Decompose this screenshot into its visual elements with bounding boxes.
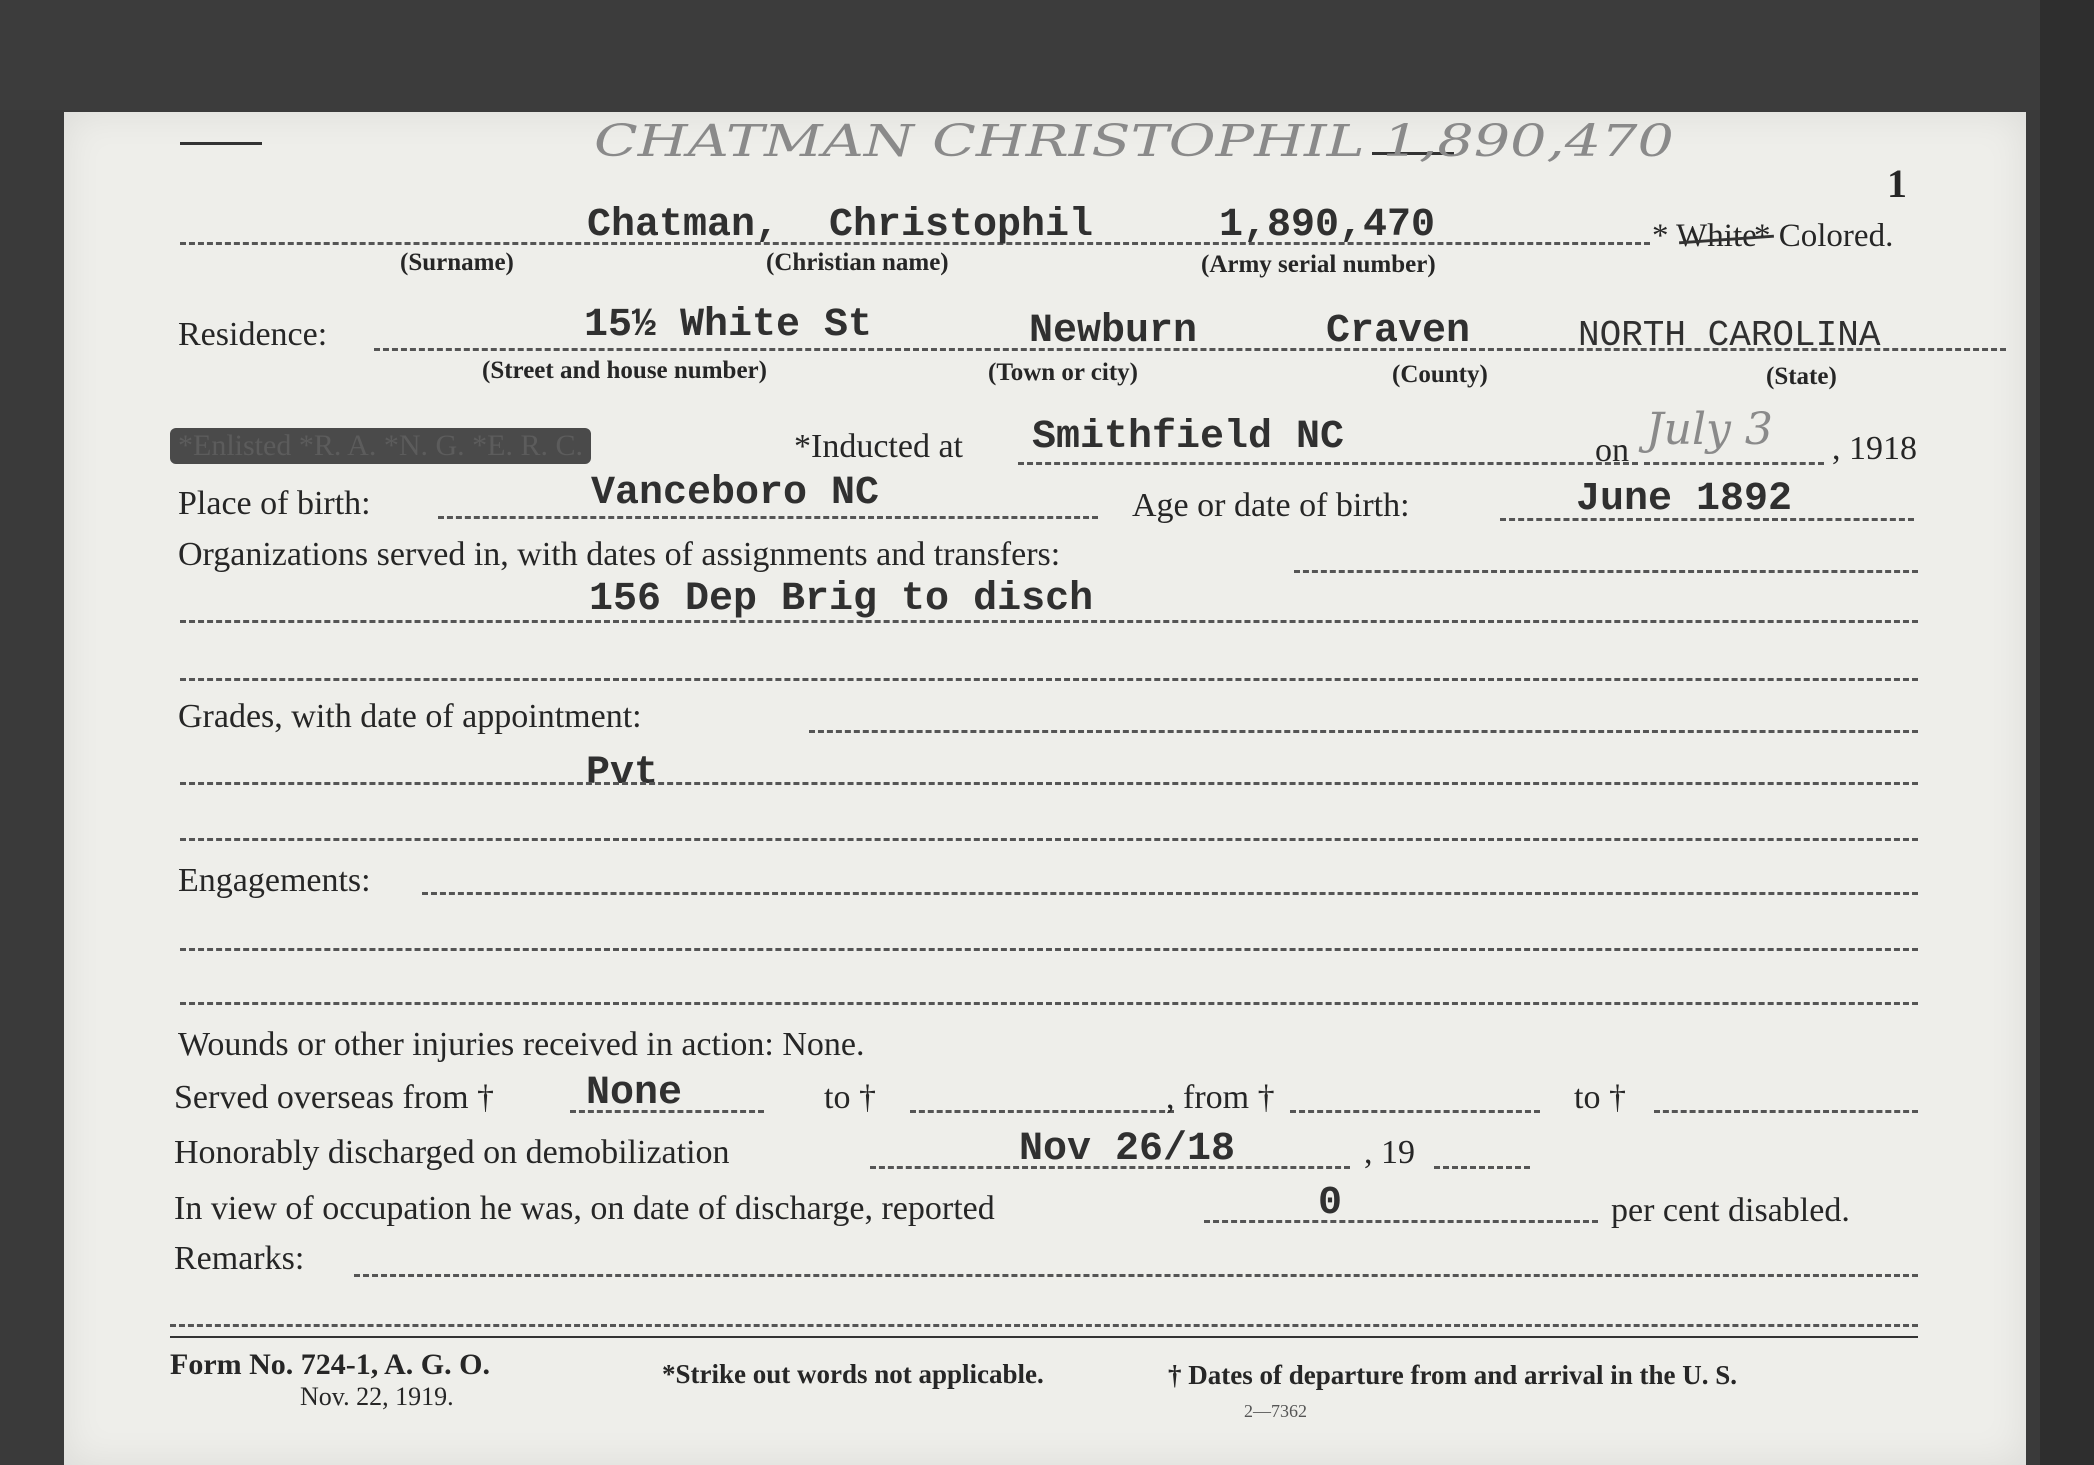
grades-line-2 (180, 782, 1918, 785)
state-label: (State) (1766, 363, 1837, 390)
date-line (1644, 462, 1824, 465)
engagements-line (422, 892, 1918, 895)
overseas-to-label: to † (824, 1079, 876, 1116)
remarks-line (354, 1274, 1918, 1277)
place-of-birth-line (438, 516, 1098, 519)
overseas-to2-line (1654, 1110, 1918, 1113)
surname-label: (Surname) (400, 249, 514, 276)
county-label: (County) (1392, 361, 1488, 388)
overseas-to-line (910, 1110, 1174, 1113)
surname-value: Chatman, (587, 203, 780, 248)
dates-note: † Dates of departure from and arrival in the U. S. (1168, 1360, 1737, 1390)
corner-rule (180, 142, 262, 145)
induction-year: , 1918 (1832, 430, 1917, 467)
overseas-from2-line (1290, 1110, 1540, 1113)
scanner-background-edge (2040, 0, 2094, 1465)
disability-suffix: per cent disabled. (1611, 1192, 1850, 1229)
place-of-birth-value: Vanceboro NC (591, 471, 880, 516)
disability-label: In view of occupation he was, on date of discharge, reported (174, 1190, 995, 1227)
engagements-line-3 (180, 1002, 1918, 1005)
overseas-from-value: None (586, 1071, 683, 1116)
serial-number-value: 1,890,470 (1219, 203, 1436, 248)
discharge-year-line (1434, 1166, 1530, 1169)
town-value: Newburn (1029, 309, 1198, 354)
engagements-line-2 (180, 948, 1918, 951)
overseas-from2-label: , from † (1166, 1079, 1275, 1116)
discharge-year: , 19 (1364, 1134, 1415, 1171)
street-value: 15½ White St (584, 303, 873, 348)
service-record-card (64, 112, 2026, 1465)
discharge-value: Nov 26/18 (1019, 1127, 1236, 1172)
engagements-label: Engagements: (178, 862, 371, 899)
enlisted-struck-out: *Enlisted *R. A. *N. G. *E. R. C. (170, 428, 591, 464)
disability-value: 0 (1318, 1181, 1343, 1226)
race-white-struck: * White (1652, 218, 1757, 254)
overseas-to2-label: to † (1574, 1079, 1626, 1116)
grades-label: Grades, with date of appointment: (178, 698, 642, 735)
residence-label: Residence: (178, 316, 328, 353)
organizations-line-3 (180, 678, 1918, 681)
disability-line (1204, 1220, 1598, 1223)
strike-out-note: *Strike out words not applicable. (662, 1359, 1044, 1389)
inducted-value: Smithfield NC (1032, 415, 1345, 460)
organizations-line (1294, 570, 1918, 573)
form-number: Form No. 724-1, A. G. O. (170, 1348, 490, 1381)
age-value: June 1892 (1576, 477, 1793, 522)
grades-value: Pvt (586, 751, 659, 796)
inducted-line (1018, 462, 1638, 465)
overseas-label: Served overseas from † (174, 1079, 495, 1116)
organizations-label: Organizations served in, with dates of assignments and transfers: (178, 536, 1061, 573)
scanner-background (0, 0, 2094, 110)
state-value: NORTH CAROLINA (1578, 315, 1881, 356)
grades-line (809, 730, 1918, 733)
induction-date-handwritten: July 3 (1646, 404, 1773, 455)
faint-header-text: CHATMAN CHRISTOPHIL 1,890,470 (594, 116, 1674, 167)
grades-line-3 (180, 838, 1918, 841)
wounds-label: Wounds or other injuries received in action: None. (178, 1026, 865, 1063)
town-label: (Town or city) (988, 359, 1138, 386)
discharge-label: Honorably discharged on demobilization (174, 1134, 730, 1171)
remarks-label: Remarks: (174, 1240, 305, 1277)
footer-rule (170, 1336, 1918, 1338)
inducted-label: *Inducted at (794, 428, 963, 465)
county-value: Craven (1326, 309, 1471, 354)
organizations-value: 156 Dep Brig to disch (589, 577, 1094, 622)
christian-name-value: Christophil (829, 203, 1094, 248)
place-of-birth-label: Place of birth: (178, 485, 371, 522)
race-colored: * Colored. (1754, 218, 1894, 254)
street-label: (Street and house number) (482, 357, 767, 384)
card-number: 1 (1887, 161, 1907, 206)
age-label: Age or date of birth: (1132, 487, 1410, 524)
christian-name-label: (Christian name) (766, 249, 949, 276)
on-label: on (1595, 432, 1629, 469)
form-date: Nov. 22, 1919. (300, 1382, 454, 1411)
serial-number-label: (Army serial number) (1201, 251, 1436, 278)
print-code: 2—7362 (1244, 1401, 1307, 1421)
remarks-line-2 (170, 1324, 1918, 1327)
